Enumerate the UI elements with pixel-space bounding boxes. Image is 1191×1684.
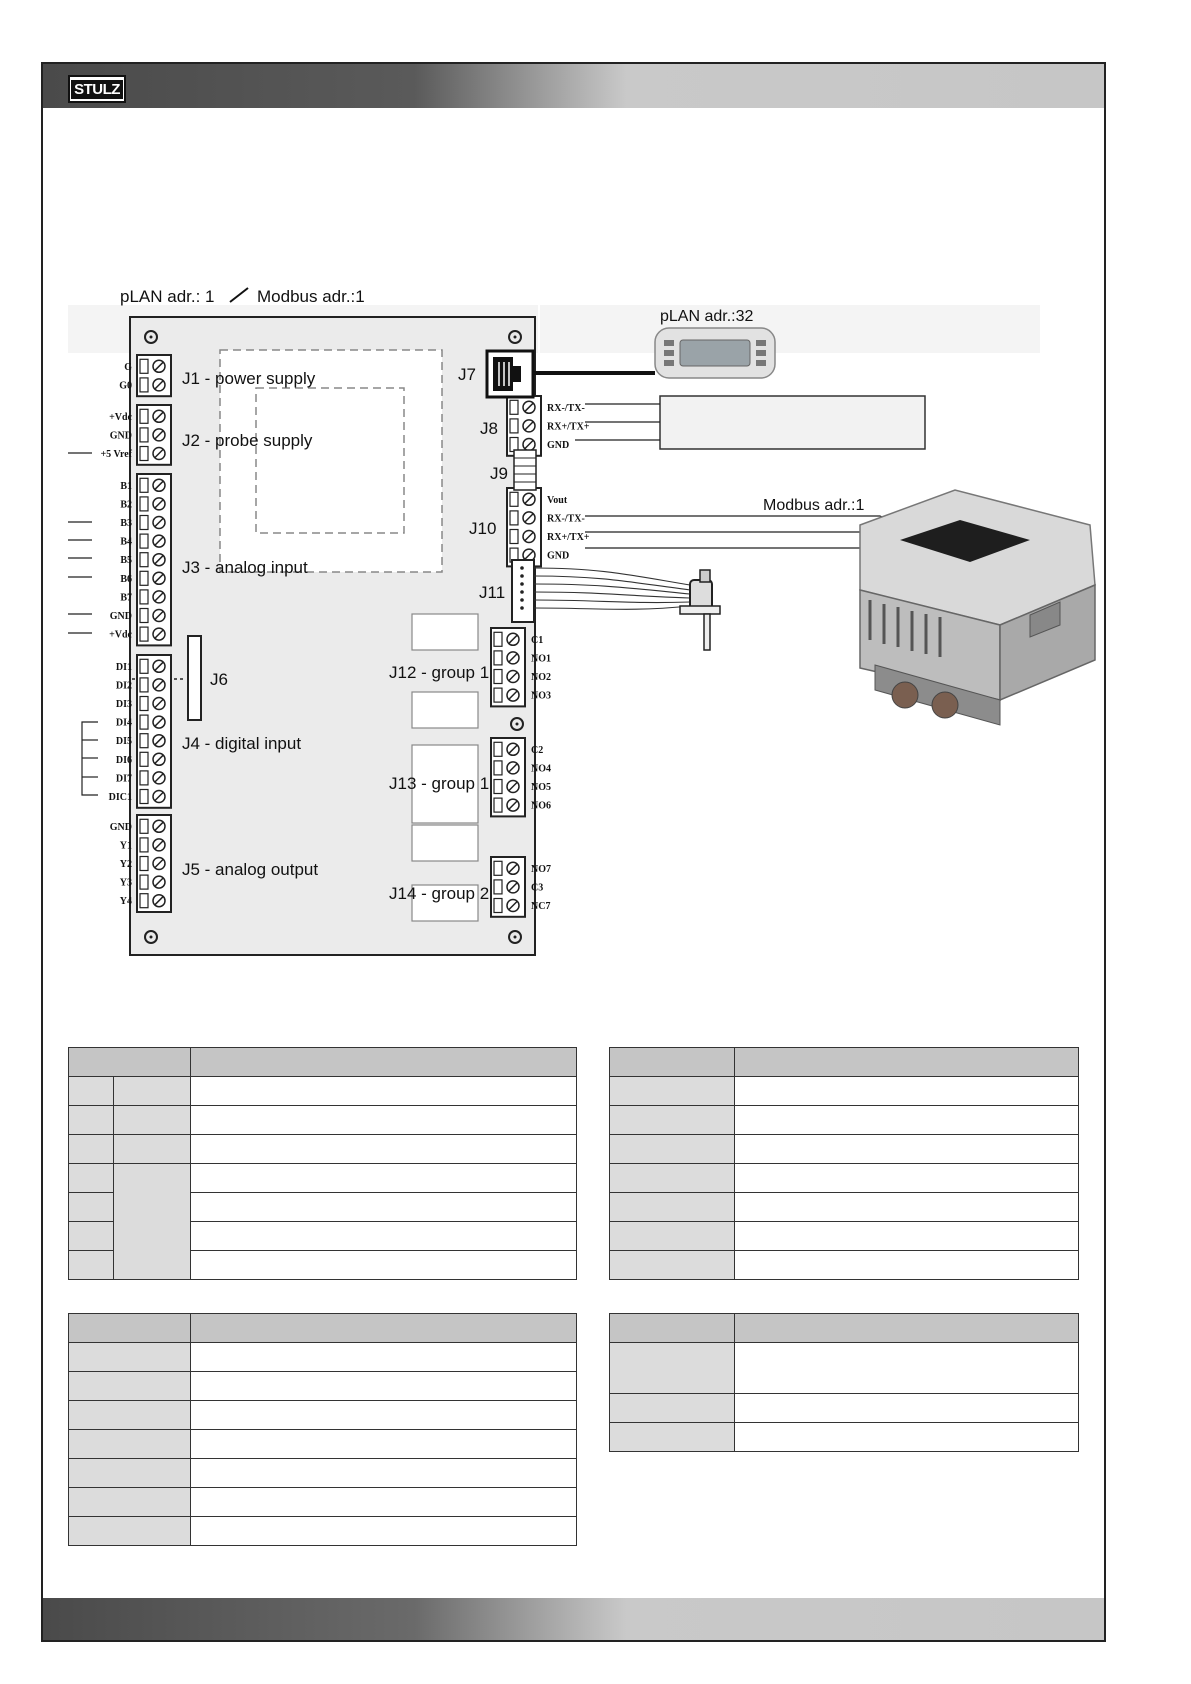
j14-pin-label: C3	[531, 882, 544, 894]
j12-pin-label: NO2	[531, 672, 551, 683]
j3-pin-label: B7	[120, 592, 132, 604]
j4-pin-label: DI6	[115, 754, 132, 766]
j12-pin-label: C1	[531, 634, 544, 646]
j13-pin-label: NO4	[531, 763, 551, 775]
j4-pin-label: DI5	[115, 736, 132, 748]
plan-address: pLAN adr.:32	[660, 308, 754, 325]
j2-pin-label: +5 Vref	[100, 449, 132, 460]
table-top-right	[609, 1047, 1079, 1280]
j2-label: J2 - probe supply	[182, 431, 313, 450]
inverter-drive-unit	[860, 490, 1095, 725]
j13-pin-label: C2	[531, 744, 544, 756]
j8-pin-label: RX-/TX-	[547, 402, 585, 414]
j4-pin-label: DI7	[115, 773, 132, 785]
j1-label: J1 - power supply	[182, 369, 316, 388]
j1-pin-label: G0	[119, 380, 132, 392]
modbus-address: Modbus adr.:1	[763, 497, 865, 514]
j10-pin-label: RX+/TX+	[547, 532, 590, 543]
j8-bus-device-box	[660, 396, 925, 449]
j3-label: J3 - analog input	[182, 558, 308, 577]
j14-pin-label: NO7	[531, 863, 551, 875]
j4-label: J4 - digital input	[182, 734, 302, 753]
j5-pin-label: Y3	[119, 877, 132, 889]
j3-pin-label: GND	[109, 611, 132, 622]
j6-slot	[188, 636, 201, 720]
j7-label: J7	[458, 365, 476, 384]
valve-actuator	[680, 570, 720, 650]
j3-pin-label: B2	[120, 499, 132, 511]
j5-label: J5 - analog output	[182, 860, 319, 879]
j10-pin-label: GND	[547, 550, 570, 562]
j11-wires	[534, 568, 690, 609]
j11-label: J11	[479, 583, 506, 602]
j8-label: J8	[480, 419, 498, 438]
j10-pin-label: RX-/TX-	[547, 513, 585, 525]
j2-pin-label: +Vdc	[109, 411, 132, 423]
j14-label: J14 - group 2	[389, 884, 490, 903]
j13-pin-label: NO6	[531, 800, 551, 812]
j12-pin-label: NO3	[531, 690, 551, 702]
j5-pin-label: Y1	[119, 840, 132, 852]
j10-pin-label: Vout	[547, 494, 568, 506]
j4-pin-label: DI2	[115, 680, 132, 692]
left-wire-stubs	[68, 453, 98, 795]
j4-pin-label: DI3	[115, 699, 132, 710]
j5-pin-label: Y4	[119, 896, 132, 908]
j12-pin-label: NO1	[531, 653, 551, 665]
j12-label: J12 - group 1	[389, 663, 490, 682]
stulz-logo: STULZ	[68, 75, 126, 103]
j5-pin-label: GND	[109, 821, 132, 833]
table-top-left	[68, 1047, 577, 1280]
j4-pin-label: DIC1	[108, 792, 132, 803]
j5-pin-label: Y2	[119, 859, 132, 870]
table-bottom-right	[609, 1313, 1079, 1452]
j1-pin-label: G	[124, 361, 132, 373]
j4-pin-label: DI4	[115, 717, 132, 729]
j8-pin-label: GND	[547, 440, 570, 451]
j3-pin-label: +Vdc	[109, 629, 132, 641]
j7-rj-socket	[487, 351, 533, 397]
j14-pin-label: NC7	[531, 901, 551, 912]
j3-pin-label: B6	[120, 573, 132, 585]
j3-pin-label: B1	[120, 480, 132, 492]
j8-pin-label: RX+/TX+	[547, 421, 590, 433]
top-title: pLAN adr.: 1	[120, 287, 215, 306]
j3-pin-label: B5	[120, 555, 132, 567]
j6-label: J6	[210, 670, 228, 689]
j13-pin-label: NO5	[531, 782, 551, 793]
j3-pin-label: B4	[120, 536, 132, 548]
top-title-modbus: Modbus adr.:1	[257, 287, 365, 306]
j13-label: J13 - group 1	[389, 774, 490, 793]
j1-terminal-block	[137, 355, 171, 396]
j9-label: J9	[490, 464, 508, 483]
j10-label: J10	[469, 519, 497, 538]
j3-pin-label: B3	[120, 518, 132, 529]
slash-divider	[230, 288, 248, 302]
table-bottom-left	[68, 1313, 577, 1546]
j9-connector	[514, 450, 536, 490]
j2-pin-label: GND	[109, 430, 132, 442]
j4-pin-label: DI1	[115, 661, 132, 673]
modbus-wires	[585, 516, 896, 548]
plan-display-terminal	[655, 328, 775, 378]
